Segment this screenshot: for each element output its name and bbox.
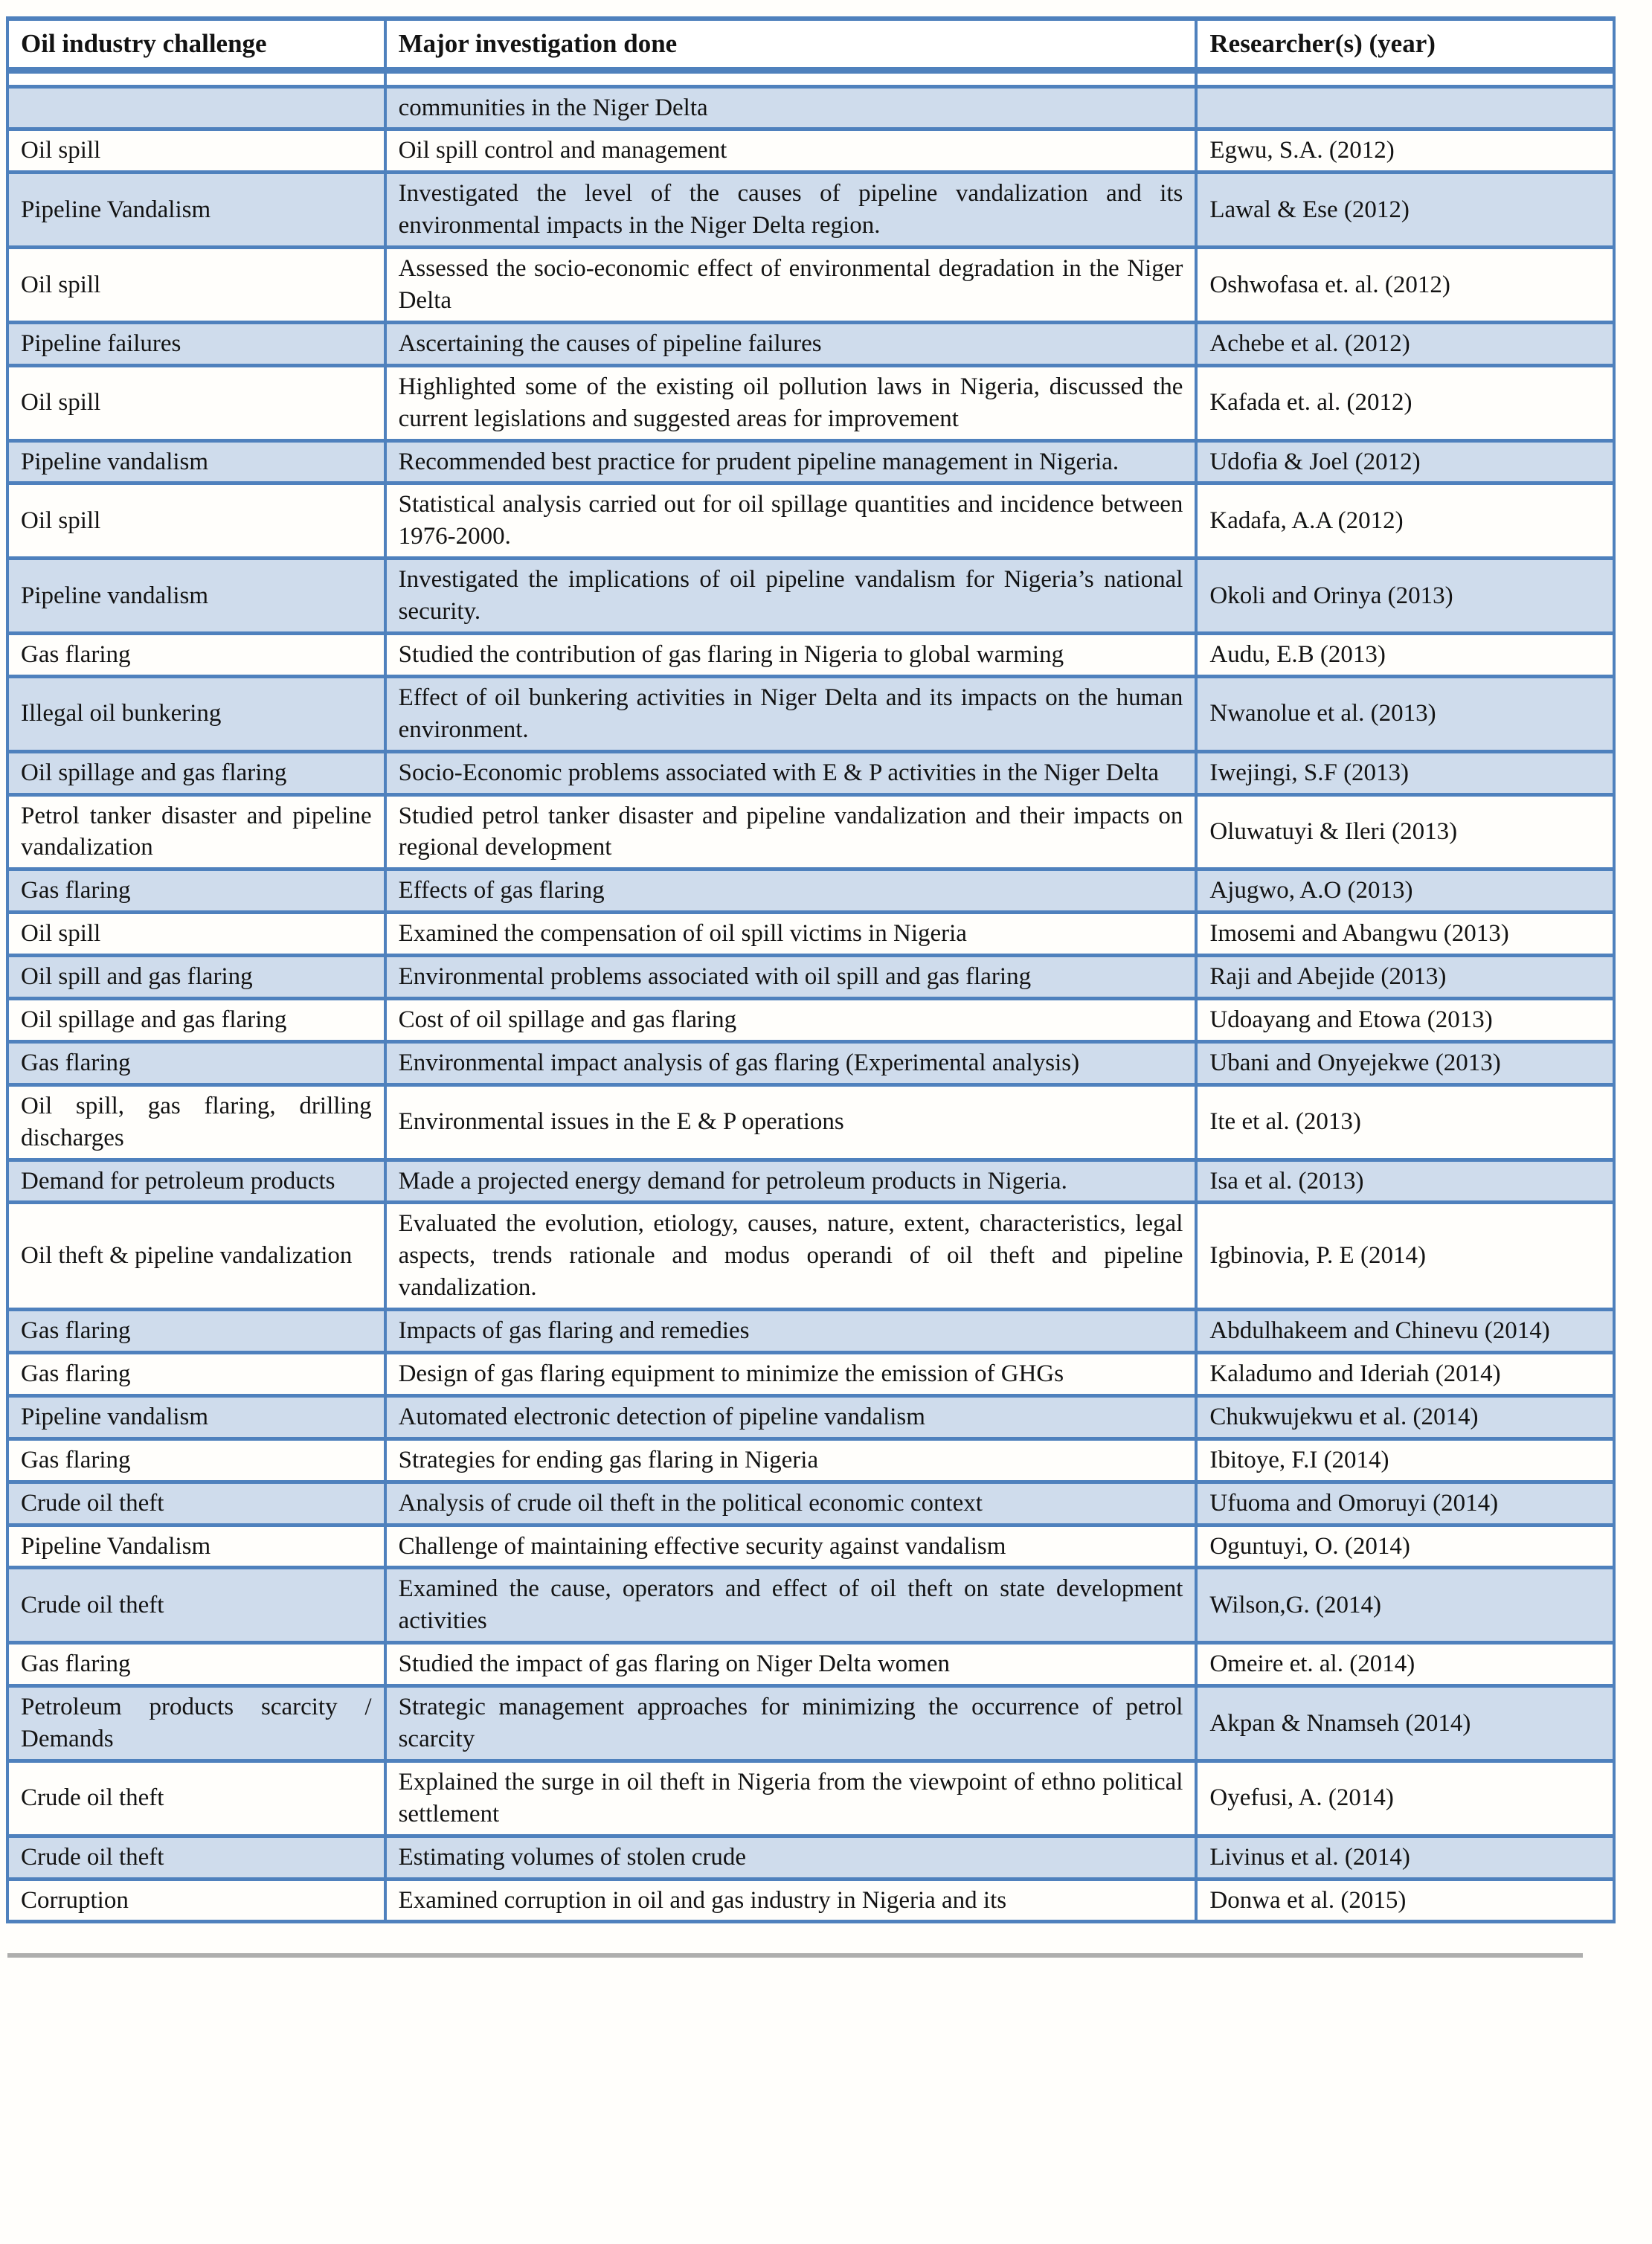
investigation-cell: Automated electronic detection of pipeline vandalism (385, 1395, 1197, 1438)
investigation-cell: Oil spill control and management (385, 129, 1197, 173)
challenge-cell: Crude oil theft (7, 1482, 385, 1525)
investigation-cell: Explained the surge in oil theft in Nigeria from the viewpoint of ethno political settlement (385, 1761, 1197, 1836)
column-header-challenge: Oil industry challenge (7, 19, 385, 70)
researcher-cell: Ufuoma and Omoruyi (2014) (1196, 1482, 1614, 1525)
investigation-cell: Socio-Economic problems associated with E & P activities in the Niger Delta (385, 751, 1197, 794)
researcher-cell: Ite et al. (2013) (1196, 1084, 1614, 1160)
challenge-cell: Pipeline Vandalism (7, 1525, 385, 1568)
challenge-cell: Gas flaring (7, 1643, 385, 1686)
researcher-cell: Oyefusi, A. (2014) (1196, 1761, 1614, 1836)
challenge-cell: Oil theft & pipeline vandalization (7, 1203, 385, 1310)
researcher-cell: Nwanolue et al. (2013) (1196, 676, 1614, 751)
challenge-cell: Pipeline vandalism (7, 559, 385, 634)
researcher-cell: Kaladumo and Ideriah (2014) (1196, 1353, 1614, 1396)
challenge-cell: Oil spill (7, 483, 385, 559)
researcher-cell: Igbinovia, P. E (2014) (1196, 1203, 1614, 1310)
challenge-cell: Demand for petroleum products (7, 1160, 385, 1203)
challenge-cell: Gas flaring (7, 633, 385, 676)
challenge-cell: Gas flaring (7, 1041, 385, 1084)
challenge-cell: Petrol tanker disaster and pipeline vandalization (7, 794, 385, 869)
investigation-cell: Studied petrol tanker disaster and pipeline vandalization and their impacts on regional development (385, 794, 1197, 869)
table-row (7, 483, 1614, 559)
investigation-cell: Environmental issues in the E & P operations (385, 1084, 1197, 1160)
investigation-cell: Statistical analysis carried out for oil spillage quantities and incidence between 1976-2000. (385, 483, 1197, 559)
column-header-researcher: Researcher(s) (year) (1196, 19, 1614, 70)
researcher-cell: Audu, E.B (2013) (1196, 633, 1614, 676)
researcher-cell: Ubani and Onyejekwe (2013) (1196, 1041, 1614, 1084)
table-row (7, 173, 1614, 248)
investigation-cell: Environmental impact analysis of gas flaring (Experimental analysis) (385, 1041, 1197, 1084)
challenge-cell: Illegal oil bunkering (7, 676, 385, 751)
challenge-cell: Petroleum products scarcity / Demands (7, 1686, 385, 1761)
investigation-cell: Analysis of crude oil theft in the political economic context (385, 1482, 1197, 1525)
investigation-cell: Strategic management approaches for minimizing the occurrence of petrol scarcity (385, 1686, 1197, 1761)
table-row (7, 1310, 1614, 1353)
investigation-cell: Studied the contribution of gas flaring in Nigeria to global warming (385, 633, 1197, 676)
challenge-cell: Gas flaring (7, 1438, 385, 1482)
investigation-cell: Effects of gas flaring (385, 869, 1197, 913)
investigation-cell: Investigated the level of the causes of pipeline vandalization and its environmental impacts in the Niger Delta region. (385, 173, 1197, 248)
page-footer-rule (7, 1953, 1583, 1958)
investigation-cell: Strategies for ending gas flaring in Nigeria (385, 1438, 1197, 1482)
researcher-cell: Oguntuyi, O. (2014) (1196, 1525, 1614, 1568)
researcher-cell (1196, 86, 1614, 129)
researcher-cell: Oshwofasa et. al. (2012) (1196, 248, 1614, 323)
researcher-cell: Oluwatuyi & Ileri (2013) (1196, 794, 1614, 869)
researcher-cell: Lawal & Ese (2012) (1196, 173, 1614, 248)
table-row (7, 869, 1614, 913)
table-row (7, 248, 1614, 323)
table-row (7, 1395, 1614, 1438)
header-gap-cell (1196, 70, 1614, 86)
table-row (7, 1879, 1614, 1922)
researcher-cell: Kadafa, A.A (2012) (1196, 483, 1614, 559)
challenge-cell: Crude oil theft (7, 1761, 385, 1836)
challenge-cell: Gas flaring (7, 869, 385, 913)
challenge-cell: Gas flaring (7, 1310, 385, 1353)
table-row (7, 751, 1614, 794)
table-row (7, 794, 1614, 869)
table-row (7, 1482, 1614, 1525)
researcher-cell: Imosemi and Abangwu (2013) (1196, 913, 1614, 956)
researcher-cell: Isa et al. (2013) (1196, 1160, 1614, 1203)
researcher-cell: Akpan & Nnamseh (2014) (1196, 1686, 1614, 1761)
investigation-cell: Evaluated the evolution, etiology, causes, nature, extent, characteristics, legal aspects, trends rationale and modus operandi of oil theft and pipeline vandalization. (385, 1203, 1197, 1310)
researcher-cell: Livinus et al. (2014) (1196, 1836, 1614, 1879)
challenge-cell: Oil spill (7, 913, 385, 956)
challenge-cell: Crude oil theft (7, 1836, 385, 1879)
challenge-cell: Pipeline Vandalism (7, 173, 385, 248)
header-gap-cell (7, 70, 385, 86)
researcher-cell: Ajugwo, A.O (2013) (1196, 869, 1614, 913)
table-row (7, 676, 1614, 751)
challenge-cell: Oil spillage and gas flaring (7, 751, 385, 794)
challenge-cell: Pipeline vandalism (7, 440, 385, 483)
researcher-cell: Chukwujekwu et al. (2014) (1196, 1395, 1614, 1438)
column-header-investigation: Major investigation done (385, 19, 1197, 70)
investigation-cell: Environmental problems associated with oil spill and gas flaring (385, 956, 1197, 999)
researcher-cell: Ibitoye, F.I (2014) (1196, 1438, 1614, 1482)
challenge-cell: Oil spill and gas flaring (7, 956, 385, 999)
researcher-cell: Abdulhakeem and Chinevu (2014) (1196, 1310, 1614, 1353)
table-row (7, 365, 1614, 440)
investigation-cell: Examined the compensation of oil spill victims in Nigeria (385, 913, 1197, 956)
header-gap-cell (385, 70, 1197, 86)
investigation-cell: Made a projected energy demand for petroleum products in Nigeria. (385, 1160, 1197, 1203)
challenge-cell: Crude oil theft (7, 1568, 385, 1643)
table-row (7, 559, 1614, 634)
table-row (7, 440, 1614, 483)
table-row (7, 1041, 1614, 1084)
investigation-cell: Estimating volumes of stolen crude (385, 1836, 1197, 1879)
investigation-cell: Recommended best practice for prudent pipeline management in Nigeria. (385, 440, 1197, 483)
table-row (7, 1160, 1614, 1203)
table-row (7, 1836, 1614, 1879)
challenge-cell: Oil spill (7, 129, 385, 173)
investigation-cell: Studied the impact of gas flaring on Niger Delta women (385, 1643, 1197, 1686)
researcher-cell: Udoayang and Etowa (2013) (1196, 998, 1614, 1041)
table-row (7, 86, 1614, 129)
investigation-cell: Assessed the socio-economic effect of environmental degradation in the Niger Delta (385, 248, 1197, 323)
researcher-cell: Udofia & Joel (2012) (1196, 440, 1614, 483)
investigation-cell: Ascertaining the causes of pipeline failures (385, 322, 1197, 365)
investigation-cell: Investigated the implications of oil pipeline vandalism for Nigeria’s national security. (385, 559, 1197, 634)
challenge-cell: Oil spill, gas flaring, drilling discharges (7, 1084, 385, 1160)
table-row (7, 1568, 1614, 1643)
investigation-cell: Examined the cause, operators and effect of oil theft on state development activities (385, 1568, 1197, 1643)
researcher-cell: Achebe et al. (2012) (1196, 322, 1614, 365)
table-row (7, 956, 1614, 999)
header-row (7, 19, 1614, 70)
investigation-cell: Cost of oil spillage and gas flaring (385, 998, 1197, 1041)
challenge-cell: Oil spill (7, 248, 385, 323)
table-row (7, 1643, 1614, 1686)
investigation-cell: Challenge of maintaining effective security against vandalism (385, 1525, 1197, 1568)
table-row (7, 633, 1614, 676)
investigation-cell: communities in the Niger Delta (385, 86, 1197, 129)
challenge-cell: Pipeline failures (7, 322, 385, 365)
table-row (7, 998, 1614, 1041)
table-row (7, 1525, 1614, 1568)
researcher-cell: Iwejingi, S.F (2013) (1196, 751, 1614, 794)
researcher-cell: Okoli and Orinya (2013) (1196, 559, 1614, 634)
researcher-cell: Kafada et. al. (2012) (1196, 365, 1614, 440)
investigation-cell: Effect of oil bunkering activities in Niger Delta and its impacts on the human environment. (385, 676, 1197, 751)
challenge-cell: Corruption (7, 1879, 385, 1922)
challenge-cell: Pipeline vandalism (7, 1395, 385, 1438)
investigation-cell: Impacts of gas flaring and remedies (385, 1310, 1197, 1353)
researcher-cell: Omeire et. al. (2014) (1196, 1643, 1614, 1686)
researcher-cell: Raji and Abejide (2013) (1196, 956, 1614, 999)
investigation-cell: Examined corruption in oil and gas industry in Nigeria and its (385, 1879, 1197, 1922)
table-row (7, 1761, 1614, 1836)
header-gap-row (7, 70, 1614, 86)
challenge-cell (7, 86, 385, 129)
table-row (7, 129, 1614, 173)
researcher-cell: Donwa et al. (2015) (1196, 1879, 1614, 1922)
table-row (7, 322, 1614, 365)
literature-review-table (6, 16, 1616, 1923)
table-row (7, 1084, 1614, 1160)
table-row (7, 913, 1614, 956)
table-row (7, 1353, 1614, 1396)
challenge-cell: Oil spill (7, 365, 385, 440)
researcher-cell: Egwu, S.A. (2012) (1196, 129, 1614, 173)
investigation-cell: Design of gas flaring equipment to minimize the emission of GHGs (385, 1353, 1197, 1396)
table-row (7, 1686, 1614, 1761)
investigation-cell: Highlighted some of the existing oil pollution laws in Nigeria, discussed the current legislations and suggested areas for improvement (385, 365, 1197, 440)
table-row (7, 1203, 1614, 1310)
challenge-cell: Gas flaring (7, 1353, 385, 1396)
researcher-cell: Wilson,G. (2014) (1196, 1568, 1614, 1643)
table-row (7, 1438, 1614, 1482)
challenge-cell: Oil spillage and gas flaring (7, 998, 385, 1041)
